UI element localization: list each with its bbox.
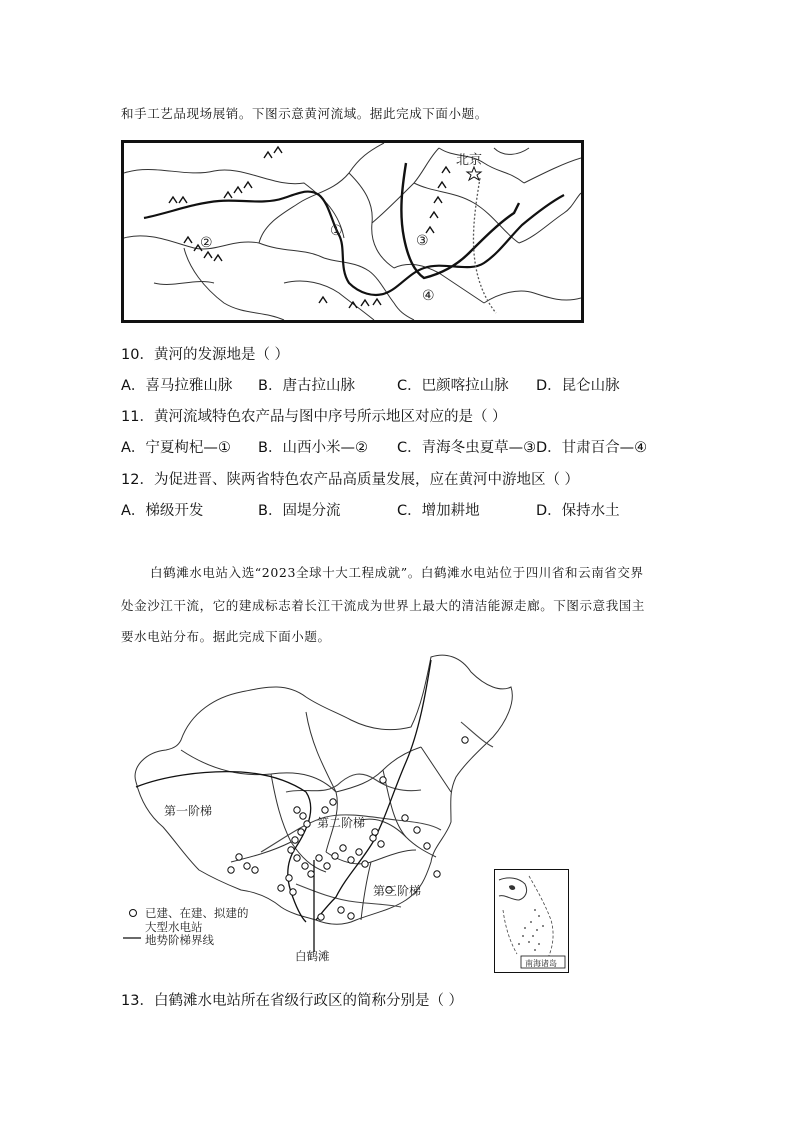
question-13-stem: 13．白鹤滩水电站所在省级行政区的简称分别是（ ）: [121, 993, 464, 1009]
yellow-river-map: [121, 140, 584, 323]
q12-option-b: B．固堤分流: [258, 503, 341, 519]
q11-option-a: A．宁夏枸杞—①: [121, 440, 231, 456]
q12-option-d: D．保持水土: [536, 503, 620, 519]
q10-option-a: A．喜马拉雅山脉: [121, 378, 233, 394]
intro-text-2-line-1: 白鹤滩水电站入选“2023全球十大工程成就”。白鹤滩水电站位于四川省和云南省交界: [150, 565, 644, 580]
q12-option-c: C．增加耕地: [397, 503, 480, 519]
q10-option-d: D．昆仑山脉: [536, 378, 620, 394]
question-12-stem: 12．为促进晋、陕两省特色农产品高质量发展，应在黄河中游地区（ ）: [121, 472, 580, 488]
question-10-stem: 10．黄河的发源地是（ ）: [121, 347, 290, 363]
intro-text-1: 和手工艺品现场展销。下图示意黄河流域。据此完成下面小题。: [121, 106, 488, 121]
baihetan-label: 白鹤滩: [295, 949, 330, 963]
q12-option-a: A．梯级开发: [121, 503, 204, 519]
south-china-sea-inset: [494, 869, 569, 973]
step-3-label: 第三阶梯: [373, 884, 422, 898]
region-marker-4: ④: [422, 288, 435, 304]
region-marker-2: ②: [200, 235, 213, 251]
q11-option-c: C．青海冬虫夏草—③: [397, 440, 537, 456]
step-1-label: 第一阶梯: [164, 804, 213, 818]
q11-option-d: D．甘肃百合—④: [536, 440, 648, 456]
inset-label: 南海诸岛: [525, 959, 557, 968]
intro-text-2-line-3: 要水电站分布。据此完成下面小题。: [121, 629, 331, 644]
legend-station-line-2: 大型水电站: [145, 920, 203, 934]
region-marker-3: ③: [416, 233, 429, 249]
beijing-label: 北京: [456, 153, 483, 168]
q10-option-c: C．巴颜喀拉山脉: [397, 378, 509, 394]
legend-station-line-1: 已建、在建、拟建的: [145, 906, 249, 920]
step-2-label: 第二阶梯: [317, 816, 366, 830]
intro-text-2-line-2: 处金沙江干流，它的建成标志着长江干流成为世界上最大的清洁能源走廊。下图示意我国主: [121, 598, 646, 613]
region-marker-1: ①: [330, 223, 343, 239]
q11-option-b: B．山西小米—②: [258, 440, 368, 456]
q10-option-b: B．唐古拉山脉: [258, 378, 355, 394]
legend-line-label: 地势阶梯界线: [145, 933, 214, 947]
question-11-stem: 11．黄河流域特色农产品与图中序号所示地区对应的是（ ）: [121, 409, 507, 425]
